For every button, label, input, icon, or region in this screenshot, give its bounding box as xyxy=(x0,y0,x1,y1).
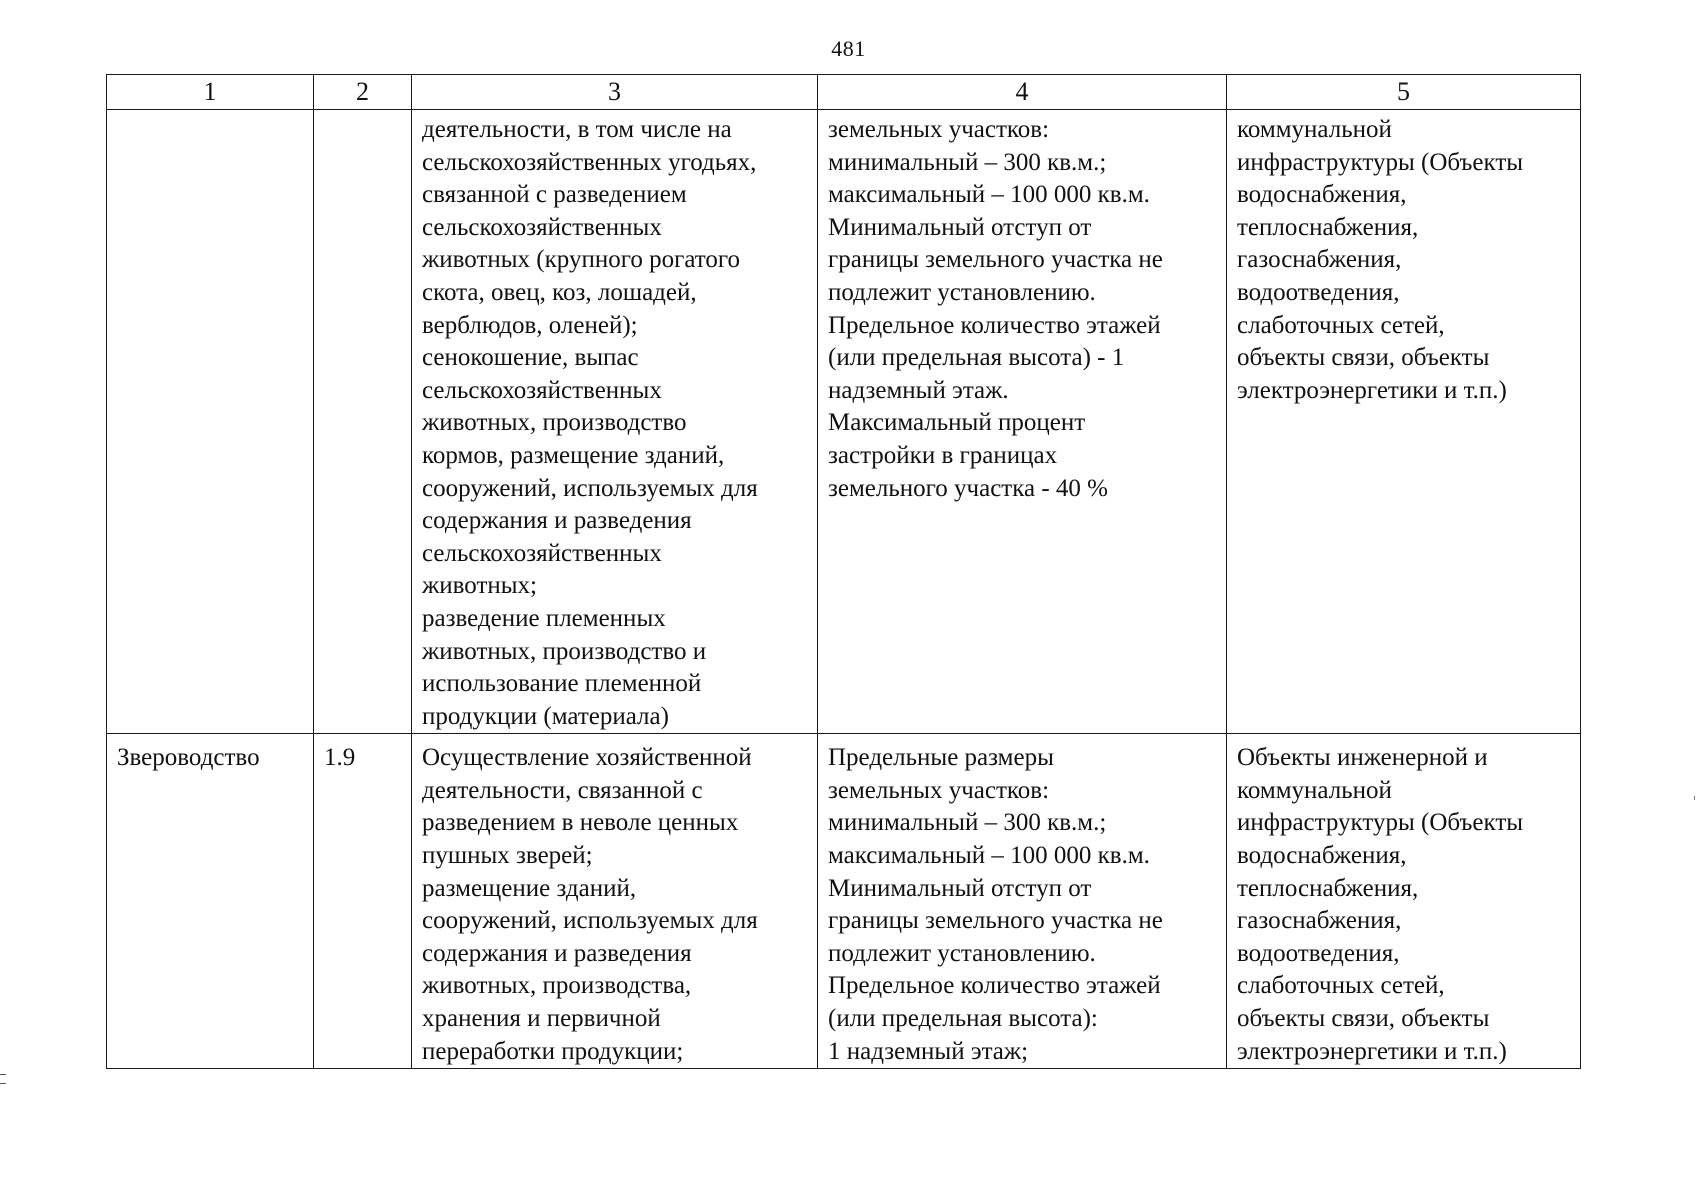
scan-edge-speck xyxy=(1694,796,1695,800)
cell-text-line: сельскохозяйственных xyxy=(422,539,662,567)
cell-text-line: водоснабжения, xyxy=(1237,181,1407,209)
cell-text-line: границы земельного участка не xyxy=(828,246,1163,274)
cell-text-line: Объекты инженерной и xyxy=(1237,744,1488,772)
cell-text-line: 1 надземный этаж; xyxy=(828,1037,1029,1065)
cell-text-line: Минимальный отступ от xyxy=(828,213,1092,241)
scan-margin-mark xyxy=(0,1074,6,1084)
cell-text-line: газоснабжения, xyxy=(1237,907,1402,935)
cell-text-line: сенокошение, выпас xyxy=(422,344,639,372)
cell-text-line: продукции (материала) xyxy=(422,702,669,730)
cell-text-line: водоотведения, xyxy=(1237,939,1400,967)
cell-text-line: деятельности, в том числе на xyxy=(422,116,732,143)
cell-text-line: подлежит установлению. xyxy=(828,939,1096,967)
column-header-5: 5 xyxy=(1227,75,1581,110)
page-number: 481 xyxy=(831,36,866,61)
cell-use-code: 1.9 xyxy=(314,734,412,1069)
cell-text-line: газоснабжения, xyxy=(1237,246,1402,274)
cell-text-line: животных; xyxy=(422,572,538,600)
cell-text-line: электроэнергетики и т.п.) xyxy=(1237,1037,1507,1065)
cell-use-name: Звероводство xyxy=(107,734,314,1069)
cell-text-line: пушных зверей; xyxy=(422,842,593,870)
column-header-4: 4 xyxy=(818,75,1227,110)
cell-text-line: земельных участков: xyxy=(828,776,1050,804)
cell-use-description xyxy=(412,734,818,1069)
cell-parameters xyxy=(818,110,1227,734)
cell-text-line: (или предельная высота) - 1 xyxy=(828,344,1125,372)
cell-text-line: коммунальной xyxy=(1237,776,1392,804)
cell-text-line: деятельности, связанной с xyxy=(422,776,703,804)
table-row xyxy=(107,734,1581,1069)
cell-text-line: содержания и разведения xyxy=(422,507,692,535)
cell-text-line: объекты связи, объекты xyxy=(1237,344,1490,372)
cell-text-line: (или предельная высота): xyxy=(828,1005,1098,1033)
cell-text-line: Предельные размеры xyxy=(828,744,1054,772)
cell-text-line: животных, производство и xyxy=(422,637,707,665)
cell-text-line: застройки в границах xyxy=(828,441,1058,469)
cell-text-line: инфраструктуры (Объекты xyxy=(1237,148,1524,176)
cell-text-line: земельных участков: xyxy=(828,116,1050,143)
cell-text-line: минимальный – 300 кв.м.; xyxy=(828,809,1107,837)
cell-infrastructure xyxy=(1227,734,1581,1069)
cell-parameters xyxy=(818,734,1227,1069)
cell-text-line: Минимальный отступ от xyxy=(828,874,1092,902)
cell-text-line: надземный этаж. xyxy=(828,376,1009,404)
cell-text-line: объекты связи, объекты xyxy=(1237,1005,1490,1033)
cell-text-line: максимальный – 100 000 кв.м. xyxy=(828,842,1150,870)
cell-use-description xyxy=(412,110,818,734)
cell-text-line: Максимальный процент xyxy=(828,409,1086,437)
cell-text-line: размещение зданий, xyxy=(422,874,637,902)
cell-use-name xyxy=(107,110,314,734)
cell-text-line: кормов, размещение зданий, xyxy=(422,441,725,469)
cell-text-line: максимальный – 100 000 кв.м. xyxy=(828,181,1150,209)
cell-text-line: водоснабжения, xyxy=(1237,842,1407,870)
cell-infrastructure xyxy=(1227,110,1581,734)
cell-text-line: верблюдов, оленей); xyxy=(422,311,638,339)
cell-text-line: животных, производство xyxy=(422,409,687,437)
regulations-table xyxy=(106,74,1581,1069)
cell-text-line: теплоснабжения, xyxy=(1237,874,1419,902)
cell-text-line: инфраструктуры (Объекты xyxy=(1237,809,1524,837)
cell-text-line: связанной с разведением xyxy=(422,181,687,209)
column-header-2: 2 xyxy=(314,75,412,110)
cell-text-line: скота, овец, коз, лошадей, xyxy=(422,278,697,306)
cell-text-line: сооружений, используемых для xyxy=(422,907,758,935)
cell-text-line: разведением в неволе ценных xyxy=(422,809,739,837)
cell-text-line: переработки продукции; xyxy=(422,1037,684,1065)
cell-text-line: минимальный – 300 кв.м.; xyxy=(828,148,1107,176)
cell-text-line: коммунальной xyxy=(1237,116,1392,143)
cell-text-line: сооружений, используемых для xyxy=(422,474,758,502)
column-header-3: 3 xyxy=(412,75,818,110)
cell-text-line: хранения и первичной xyxy=(422,1005,661,1033)
cell-text-line: электроэнергетики и т.п.) xyxy=(1237,376,1507,404)
cell-text-line: Предельное количество этажей xyxy=(828,972,1161,1000)
column-header-1: 1 xyxy=(107,75,314,110)
cell-text-line: разведение племенных xyxy=(422,604,666,632)
cell-text-line: содержания и разведения xyxy=(422,939,692,967)
table-header-row xyxy=(107,75,1581,110)
cell-text-line: границы земельного участка не xyxy=(828,907,1163,935)
cell-text-line: слаботочных сетей, xyxy=(1237,311,1445,339)
cell-text-line: подлежит установлению. xyxy=(828,278,1096,306)
cell-text-line: сельскохозяйственных xyxy=(422,376,662,404)
cell-text-line: использование племенной xyxy=(422,670,702,698)
cell-text-line: Предельное количество этажей xyxy=(828,311,1161,339)
cell-text-line: водоотведения, xyxy=(1237,278,1400,306)
cell-text-line: земельного участка - 40 % xyxy=(828,474,1108,502)
cell-text-line: Осуществление хозяйственной xyxy=(422,744,752,772)
cell-text-line: животных, производства, xyxy=(422,972,692,1000)
cell-text-line: сельскохозяйственных угодьях, xyxy=(422,148,757,176)
cell-text-line: сельскохозяйственных xyxy=(422,213,662,241)
table-row xyxy=(107,110,1581,734)
cell-text-line: животных (крупного рогатого xyxy=(422,246,741,274)
cell-use-code xyxy=(314,110,412,734)
cell-text-line: теплоснабжения, xyxy=(1237,213,1419,241)
cell-text-line: слаботочных сетей, xyxy=(1237,972,1445,1000)
